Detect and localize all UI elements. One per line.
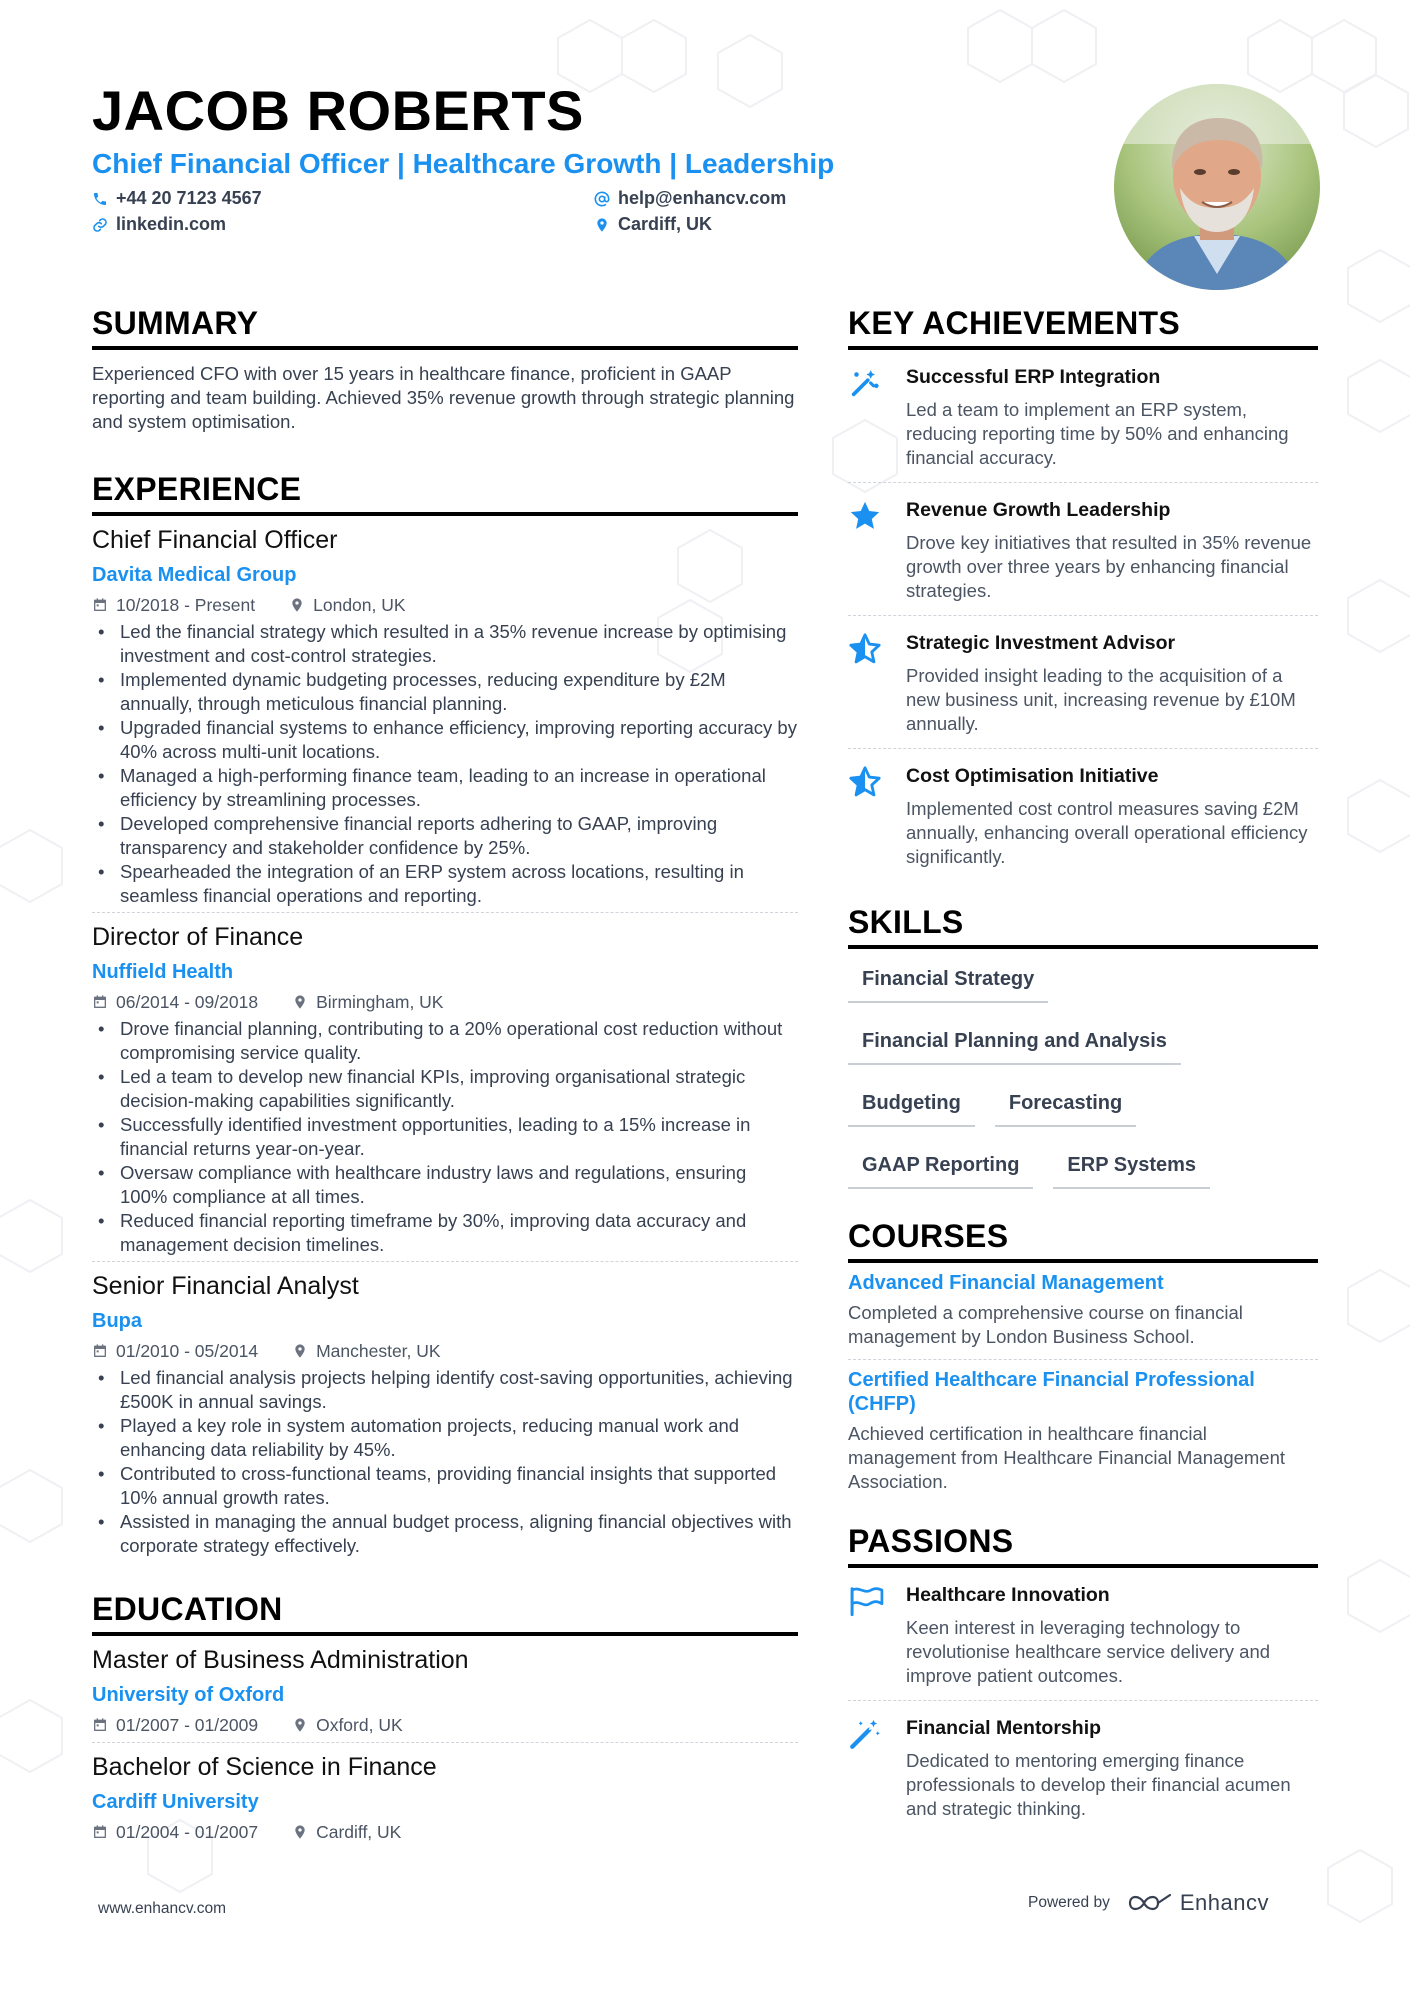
skill-tag: GAAP Reporting <box>848 1153 1033 1189</box>
achievement-description: Provided insight leading to the acquisition of a new business unit, increasing revenue by £10M annually. <box>906 665 1296 734</box>
education-entry <box>92 1742 798 1849</box>
education-location: Oxford, UK <box>316 1715 403 1735</box>
star-half-icon <box>848 632 882 666</box>
footer-branding <box>1028 1890 1269 1916</box>
passion-title: Financial Mentorship <box>906 1717 1102 1739</box>
passion-title: Healthcare Innovation <box>906 1584 1110 1606</box>
achievement-title: Successful ERP Integration <box>906 366 1161 388</box>
job-location: Birmingham, UK <box>316 992 444 1012</box>
education-entry <box>92 1636 798 1742</box>
company-name: Nuffield Health <box>92 961 234 983</box>
job-bullets <box>92 620 798 908</box>
course-item <box>848 1263 1318 1359</box>
company-name: Bupa <box>92 1310 142 1332</box>
location-text: Cardiff, UK <box>618 214 712 234</box>
skills-section <box>848 901 1318 1189</box>
passion-item <box>848 1700 1318 1833</box>
education-location: Cardiff, UK <box>316 1822 402 1842</box>
job-bullets <box>92 1017 798 1257</box>
star-half-icon <box>848 765 882 799</box>
bullet-item: • Managed a high-performing finance team, leading to an increase in operational efficiency by streamlining processes. <box>92 764 798 812</box>
passion-description: Dedicated to mentoring emerging finance professionals to develop their financial acumen and strategic thinking. <box>906 1750 1291 1819</box>
skills-heading: SKILLS <box>848 901 1318 949</box>
course-title: Certified Healthcare Financial Professional (CHFP) <box>848 1369 1255 1415</box>
contact-linkedin[interactable] <box>92 214 226 235</box>
job-location: Manchester, UK <box>316 1341 441 1361</box>
magic-wand-icon <box>848 1717 882 1751</box>
skills-list <box>848 967 1318 1189</box>
achievement-description: Implemented cost control measures saving £2M annually, enhancing overall operational efficiency significantly. <box>906 798 1308 867</box>
enhancv-logo-icon <box>1126 1891 1174 1915</box>
summary-section <box>92 302 798 434</box>
bullet-item: • Led financial analysis projects helping identify cost-saving opportunities, achieving £500K in annual savings. <box>92 1366 798 1414</box>
school-name: University of Oxford <box>92 1684 285 1706</box>
right-column <box>848 302 1318 1833</box>
bullet-item: • Assisted in managing the annual budget process, aligning financial objectives with corporate strategy effectively. <box>92 1510 798 1558</box>
calendar-icon <box>92 1343 108 1359</box>
passions-heading: PASSIONS <box>848 1520 1318 1568</box>
education-dates: 01/2007 - 01/2009 <box>116 1715 259 1735</box>
contact-email[interactable] <box>594 188 786 209</box>
experience-entry <box>92 912 798 1261</box>
job-meta <box>92 991 798 1013</box>
skill-tag: Budgeting <box>848 1091 975 1127</box>
skill-tag: ERP Systems <box>1053 1153 1210 1189</box>
bullet-item: • Developed comprehensive financial reports adhering to GAAP, improving transparency and stakeholder confidence by 25%. <box>92 812 798 860</box>
job-bullets <box>92 1366 798 1558</box>
job-location: London, UK <box>313 595 406 615</box>
email-text: help@enhancv.com <box>618 188 787 208</box>
achievement-title: Revenue Growth Leadership <box>906 499 1171 521</box>
course-description: Completed a comprehensive course on financial management by London Business School. <box>848 1302 1243 1347</box>
link-icon <box>92 217 108 233</box>
achievements-heading: KEY ACHIEVEMENTS <box>848 302 1318 350</box>
bullet-item: • Contributed to cross-functional teams, providing financial insights that supported 10% annual growth rates. <box>92 1462 798 1510</box>
candidate-name: JACOB ROBERTS <box>92 79 584 142</box>
bullet-item: • Spearheaded the integration of an ERP system across locations, resulting in seamless financial operations and reporting. <box>92 860 798 908</box>
calendar-icon <box>92 1824 108 1840</box>
degree-title: Master of Business Administration <box>92 1646 469 1674</box>
phone-icon <box>92 191 108 207</box>
achievements-section <box>848 302 1318 881</box>
passion-item <box>848 1568 1318 1700</box>
degree-title: Bachelor of Science in Finance <box>92 1753 437 1781</box>
achievement-description: Drove key initiatives that resulted in 35% revenue growth over three years by enhancing financial strategies. <box>906 532 1312 601</box>
achievement-item <box>848 350 1318 482</box>
achievement-description: Led a team to implement an ERP system, reducing reporting time by 50% and enhancing financial accuracy. <box>906 399 1289 468</box>
resume-header <box>92 78 1132 244</box>
job-meta <box>92 1340 798 1362</box>
course-title: Advanced Financial Management <box>848 1272 1164 1294</box>
left-column <box>92 302 798 1849</box>
map-pin-icon <box>292 994 308 1010</box>
skill-tag: Financial Strategy <box>848 967 1048 1003</box>
phone-text: +44 20 7123 4567 <box>116 188 262 208</box>
brand-name: Enhancv <box>1179 1890 1269 1915</box>
education-meta <box>92 1714 798 1736</box>
bullet-item: • Successfully identified investment opportunities, leading to a 15% increase in financial returns year-on-year. <box>92 1113 798 1161</box>
profile-photo <box>1114 84 1320 290</box>
bullet-item: • Reduced financial reporting timeframe by 30%, improving data accuracy and management decision timelines. <box>92 1209 798 1257</box>
job-title: Chief Financial Officer <box>92 526 338 554</box>
education-meta <box>92 1821 798 1843</box>
job-dates: 01/2010 - 05/2014 <box>116 1341 259 1361</box>
company-name: Davita Medical Group <box>92 564 297 586</box>
courses-heading: COURSES <box>848 1215 1318 1263</box>
bullet-item: • Implemented dynamic budgeting processes, reducing expenditure by £2M annually, through meticulous financial planning. <box>92 668 798 716</box>
job-meta <box>92 594 798 616</box>
achievement-item <box>848 482 1318 615</box>
contact-location <box>594 214 712 235</box>
education-section <box>92 1588 798 1849</box>
map-pin-icon <box>594 217 610 233</box>
achievement-title: Strategic Investment Advisor <box>906 632 1176 654</box>
star-icon <box>848 499 882 533</box>
education-heading: EDUCATION <box>92 1588 798 1636</box>
job-dates: 10/2018 - Present <box>116 595 256 615</box>
job-title: Director of Finance <box>92 923 304 951</box>
course-description: Achieved certification in healthcare financial management from Healthcare Financial Management Association. <box>848 1423 1286 1492</box>
avatar <box>1114 84 1320 290</box>
achievement-item <box>848 748 1318 881</box>
job-title: Senior Financial Analyst <box>92 1272 359 1300</box>
bullet-item: • Oversaw compliance with healthcare industry laws and regulations, ensuring 100% compliance at all times. <box>92 1161 798 1209</box>
achievement-item <box>848 615 1318 748</box>
at-icon <box>594 191 610 207</box>
summary-heading: SUMMARY <box>92 302 798 350</box>
map-pin-icon <box>292 1343 308 1359</box>
map-pin-icon <box>292 1824 308 1840</box>
bullet-item: • Upgraded financial systems to enhance efficiency, improving reporting accuracy by 40% across multi-unit locations. <box>92 716 798 764</box>
skill-tag: Forecasting <box>995 1091 1136 1127</box>
contact-info <box>92 188 1132 244</box>
map-pin-icon <box>289 597 305 613</box>
linkedin-text: linkedin.com <box>116 214 227 234</box>
calendar-icon <box>92 597 108 613</box>
bullet-item: • Led the financial strategy which resulted in a 35% revenue increase by optimising investment and cost-control strategies. <box>92 620 798 668</box>
courses-section <box>848 1215 1318 1504</box>
experience-entry <box>92 516 798 912</box>
powered-by-text: Powered by <box>1028 1894 1110 1911</box>
experience-entry <box>92 1261 798 1562</box>
skill-tag: Financial Planning and Analysis <box>848 1029 1181 1065</box>
experience-section <box>92 468 798 1562</box>
flag-icon <box>848 1584 886 1618</box>
candidate-title: Chief Financial Officer | Healthcare Growth | Leadership <box>92 148 835 179</box>
footer-website[interactable]: www.enhancv.com <box>98 1900 227 1917</box>
brand-logo[interactable] <box>1126 1890 1269 1916</box>
job-dates: 06/2014 - 09/2018 <box>116 992 259 1012</box>
experience-heading: EXPERIENCE <box>92 468 798 516</box>
wand-icon <box>848 366 882 400</box>
passion-description: Keen interest in leveraging technology to revolutionise healthcare service delivery and improve patient outcomes. <box>906 1617 1271 1686</box>
passions-section <box>848 1520 1318 1833</box>
bullet-item: • Played a key role in system automation projects, reducing manual work and enhancing data reliability by 45%. <box>92 1414 798 1462</box>
bullet-item: • Drove financial planning, contributing to a 20% operational cost reduction without compromising service quality. <box>92 1017 798 1065</box>
bullet-item: • Led a team to develop new financial KPIs, improving organisational strategic decision-making capabilities significantly. <box>92 1065 798 1113</box>
calendar-icon <box>92 994 108 1010</box>
summary-text: Experienced CFO with over 15 years in healthcare finance, proficient in GAAP reporting and team building. Achieved 35% revenue growth through strategic planning and system optimisation. <box>92 363 795 432</box>
education-dates: 01/2004 - 01/2007 <box>116 1822 259 1842</box>
school-name: Cardiff University <box>92 1791 259 1813</box>
course-item <box>848 1359 1318 1504</box>
achievement-title: Cost Optimisation Initiative <box>906 765 1159 787</box>
calendar-icon <box>92 1717 108 1733</box>
contact-phone[interactable] <box>92 188 262 209</box>
map-pin-icon <box>292 1717 308 1733</box>
